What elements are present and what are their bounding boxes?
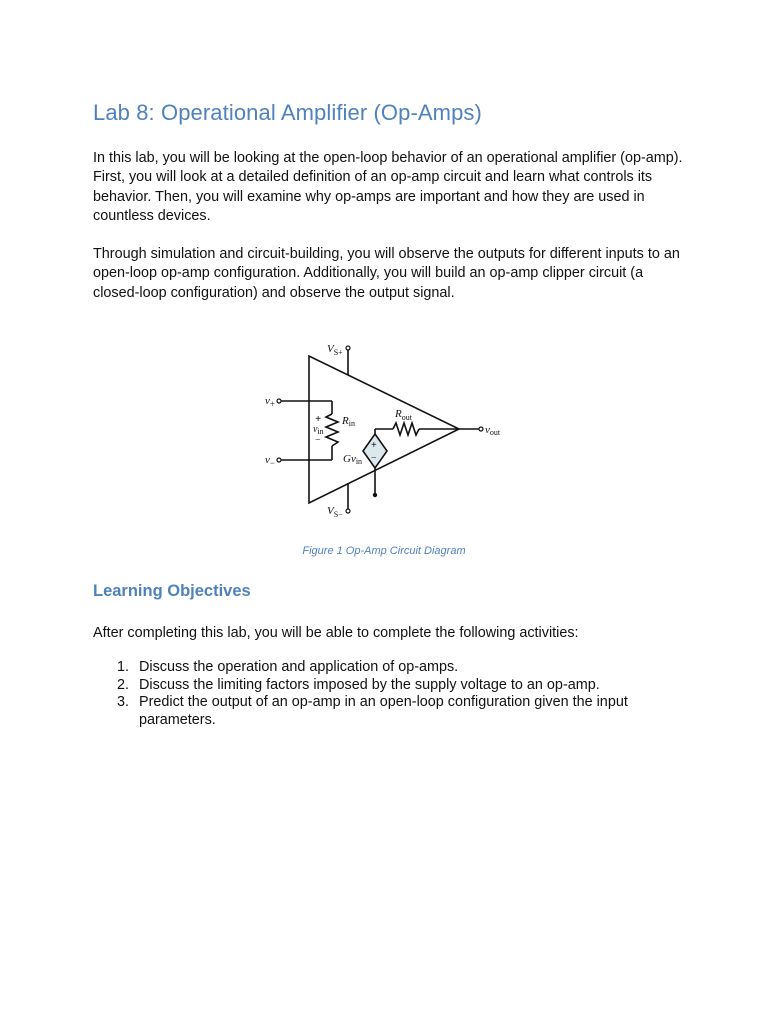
vs-plus-label: $V_{S+}$ — [327, 343, 343, 357]
list-item-number: 1. — [117, 659, 130, 675]
v-minus-terminal — [277, 458, 281, 462]
op-amp-circuit-diagram — [258, 338, 508, 520]
list-item-text: Discuss the limiting factors imposed by the supply voltage to an op-amp. — [139, 676, 600, 693]
list-item — [93, 659, 693, 677]
list-item-number: 2. — [117, 676, 130, 693]
vin-minus-sign: − — [315, 435, 321, 446]
vs-plus-terminal — [346, 346, 350, 350]
list-item-text: Predict the output of an op-amp in an open-loop configuration given the input parameters. — [139, 694, 628, 728]
intro-paragraph-1: In this lab, you will be looking at the open-loop behavior of an operational amplifier (op-amp). First, you will look at a detailed definition of an op-amp circuit and learn what controls its behavior. Then, you will examine why op-amps are important and how they are used in countless devices. — [93, 150, 683, 225]
vin-label: $v_{in}$ — [313, 424, 324, 436]
vs-minus-label: $V_{S-}$ — [327, 505, 343, 519]
source-minus-sign: − — [371, 453, 377, 464]
list-item-text: Discuss the operation and application of op-amps. — [139, 659, 459, 675]
v-minus-label: $v_-$ — [265, 454, 275, 468]
figure-caption: Figure 1 Op-Amp Circuit Diagram — [302, 545, 466, 557]
intro-paragraph-2: Through simulation and circuit-building, you will observe the outputs for different inputs to an open-loop op-amp configuration. Additionally, you will build an op-amp clipper circuit (a closed-loop configuration) and observe the output signal. — [93, 246, 680, 301]
list-item-number: 3. — [117, 694, 130, 710]
rin-label: Rin — [342, 415, 355, 428]
rin-resistor — [326, 414, 338, 446]
objectives-lead: After completing this lab, you will be able to complete the following activities: — [93, 625, 579, 641]
vs-minus-terminal — [346, 509, 350, 513]
rout-resistor — [393, 423, 419, 435]
list-item — [93, 677, 693, 695]
rout-label: $R_{out}$ — [395, 408, 412, 422]
v-plus-label: $v_+$ — [265, 395, 275, 409]
objectives-list — [93, 659, 693, 729]
section-heading: Learning Objectives — [93, 582, 251, 600]
list-item — [93, 694, 693, 729]
vout-terminal — [479, 427, 483, 431]
vout-label: vout — [485, 424, 501, 437]
page-title: Lab 8: Operational Amplifier (Op-Amps) — [93, 100, 482, 125]
gvin-label: Gvin — [343, 453, 363, 466]
source-plus-sign: + — [371, 440, 377, 451]
v-plus-terminal — [277, 399, 281, 403]
vin-plus-sign: + — [315, 413, 322, 425]
